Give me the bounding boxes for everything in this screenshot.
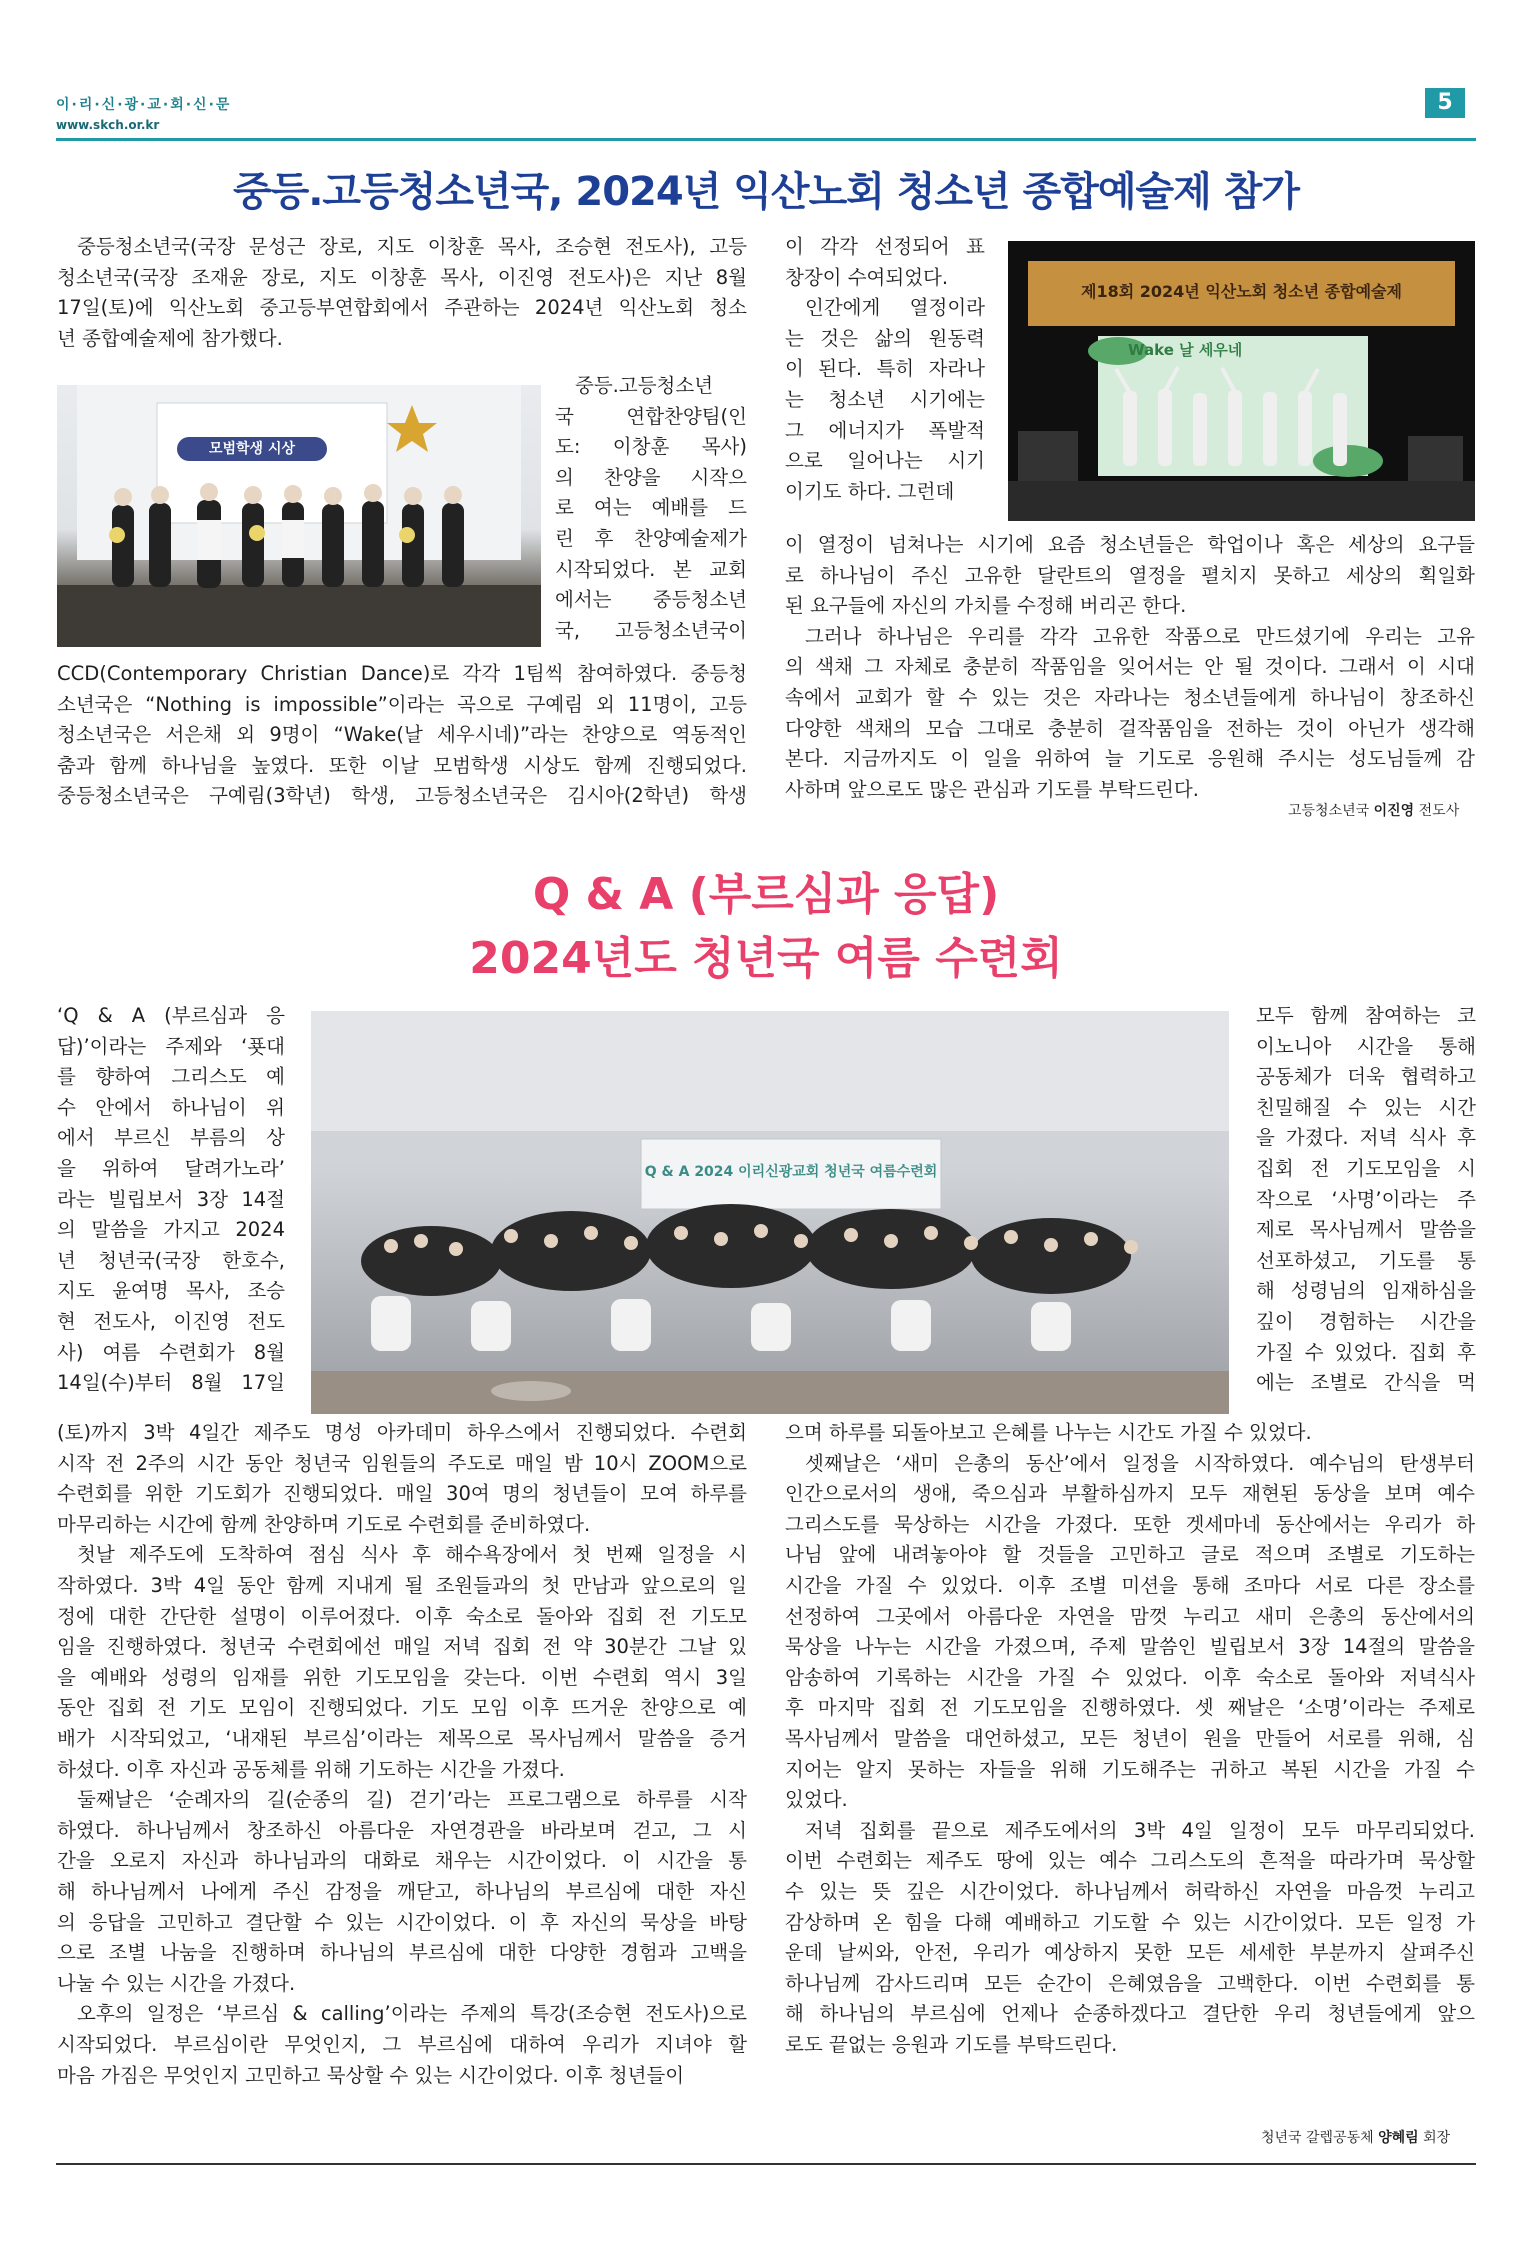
text-line: 시작되었다. 본 교회 (555, 557, 747, 581)
text-line: 국, 고등청소년국이 (555, 618, 747, 642)
article2-title-line2: 2024년도 청년국 여름 수련회 (469, 933, 1063, 984)
text-line: 된 요구들에 자신의 가치를 수정해 버리곤 한다. (785, 594, 1187, 618)
text-line: 묵상을 나누는 시간을 가졌으며, 주제 말씀인 빌립보서 3장 14절의 말씀을 (785, 1635, 1475, 1659)
text-line: 14일(수)부터 8월 17일 (57, 1371, 285, 1395)
text-line: 으며 하루를 되돌아보고 은혜를 나누는 시간도 가질 수 있었다. (785, 1421, 1312, 1444)
page-number: 5 (1425, 88, 1465, 118)
text-line: 중등청소년국은 구예림(3학년) 학생, 고등청소년국은 김시아(2학년) 학생 (57, 784, 747, 808)
text-line: 현 전도사, 이진영 전도 (57, 1310, 285, 1333)
text-line: 후 마지막 집회 전 기도모임을 진행하였다. 셋 째날은 ‘소명’이라는 주제로 (785, 1696, 1475, 1720)
text-line: 셋째날은 ‘새미 은총의 동산’에서 일정을 시작하였다. 예수님의 탄생부터 (805, 1451, 1475, 1475)
text-line: 수련회를 위한 기도회가 진행되었다. 매일 30여 명의 청년들이 모여 하루를 (57, 1482, 747, 1506)
byline-name: 양혜림 (1378, 2130, 1419, 2146)
text-line: 수 안에서 하나님이 위 (57, 1095, 285, 1119)
text-line: 이기도 하다. 그런데 (785, 479, 955, 503)
footer-divider (56, 2163, 1476, 2165)
text-line: 동안 집회 전 기도 모임이 진행되었다. 기도 모임 이후 뜨거운 찬양으로 예 (57, 1696, 747, 1720)
text-line: 로도 끝없는 응원과 기도를 부탁드린다. (785, 2033, 1118, 2056)
text-line: 로 여는 예배를 드 (555, 496, 747, 520)
text-line: 오후의 일정은 ‘부르심 & calling’이라는 주제의 특강(조승현 전도사)으로 (77, 2002, 747, 2026)
text-line: 년 청년국(국장 한호수, (57, 1248, 285, 1272)
festival-banner-text: 제18회 2024년 익산노회 청소년 종합예술제 (1081, 282, 1402, 301)
text-line: 마무리하는 시간에 함께 찬양하며 기도로 수련회를 준비하였다. (57, 1512, 591, 1536)
text-line: 수 있는 뜻 깊은 시간이었다. 하나님께서 허락하신 자연을 마음껏 누리고 (785, 1880, 1475, 1903)
text-line: 공동체가 더욱 협력하고 (1256, 1065, 1476, 1089)
award-ceremony-illustration (57, 385, 541, 647)
dance-performance-photo (1008, 241, 1475, 521)
newspaper-url[interactable]: www.skch.or.kr (56, 118, 160, 132)
text-line: 으로 일어나는 시기 (785, 449, 985, 473)
text-line: 라는 빌립보서 3장 14절 (57, 1187, 285, 1211)
text-line: 춤과 함께 하나님을 높였다. 또한 이날 모범학생 시상도 함께 진행되었다. (57, 753, 747, 777)
text-line: 인간으로서의 생애, 죽으심과 부활하심까지 모두 재현된 동상을 보며 예수 (785, 1482, 1475, 1506)
text-line: 사) 여름 수련회가 8월 (57, 1340, 285, 1364)
text-line: 그러나 하나님은 우리를 각각 고유한 작품으로 만드셨기에 우리는 고유 (805, 624, 1475, 648)
text-line: 나님 앞에 내려놓아야 할 것들을 고민하고 글로 적으며 조별로 기도하는 (785, 1543, 1475, 1567)
text-line: 에서는 중등청소년 (555, 588, 747, 612)
text-line: 집회 전 기도모임을 시 (1256, 1157, 1476, 1180)
text-line: 암송하여 기록하는 시간을 가질 수 있었다. 이후 숙소로 돌아와 저녁식사 (785, 1665, 1475, 1689)
text-line: 작하였다. 3박 4일 동안 함께 지내게 될 조원들과의 첫 만남과 앞으로의 일 (57, 1574, 747, 1597)
text-line: 는 청소년 시기에는 (785, 388, 985, 411)
text-line: (토)까지 3박 4일간 제주도 명성 아카데미 하우스에서 진행되었다. 수련회 (57, 1421, 747, 1444)
text-line: 친밀해질 수 있는 시간 (1256, 1095, 1476, 1119)
text-line: 모두 함께 참여하는 코 (1256, 1004, 1476, 1027)
text-line: 첫날 제주도에 도착하여 점심 식사 후 해수욕장에서 첫 번째 일정을 시 (77, 1543, 747, 1567)
text-line: 하나님께 감사드리며 모든 순간이 은혜였음을 고백한다. 이번 수련회를 통 (785, 1971, 1475, 1995)
text-line: 둘째날은 ‘순례자의 길(순종의 길) 걷기’라는 프로그램으로 하루를 시작 (77, 1788, 747, 1812)
text-line: 시작 전 2주의 시간 동안 청년국 임원들의 주도로 매일 밤 10시 ZOOM으로 (57, 1451, 747, 1475)
text-line: 이번 수련회는 제주도 땅에 있는 예수 그리스도의 흔적을 따라가며 묵상할 (785, 1849, 1475, 1873)
text-line: 을 예배와 성령의 임재를 위한 기도모임을 갖는다. 이번 수련회 역시 3일 (57, 1665, 747, 1689)
award-ceremony-photo (57, 385, 541, 647)
text-line: 간을 오로지 자신과 하나님과의 대화로 채우는 시간이었다. 이 시간을 통 (57, 1849, 747, 1873)
text-line: 년 종합예술제에 참가했다. (57, 326, 283, 350)
text-line: 작으로 ‘사명’이라는 주 (1256, 1187, 1476, 1211)
text-line: 청소년국(국장 조재윤 장로, 지도 이창훈 목사, 이진영 전도사)은 지난 8월 (57, 265, 747, 289)
text-line: 본다. 지금까지도 이 일을 위하여 늘 기도로 응원해 주시는 성도님들께 감 (785, 747, 1475, 771)
text-line: 배가 시작되었고, ‘내재된 부르심’이라는 제목으로 목사님께서 말씀을 증거 (57, 1727, 747, 1750)
text-line: 인간에게 열정이라 (805, 296, 985, 320)
byline-dept: 청년국 갈렙공동체 (1261, 2130, 1374, 2146)
text-line: 깊이 경험하는 시간을 (1256, 1310, 1476, 1333)
text-line: 속에서 교회가 할 수 있는 것은 자라나는 청소년들에게 하나님이 창조하신 (785, 686, 1475, 709)
text-line: 답)’이라는 주제와 ‘푯대 (57, 1034, 285, 1058)
text-line: 으로 조별 나눔을 진행하며 하나님의 부르심에 대한 다양한 경험과 고백을 (57, 1941, 747, 1965)
text-line: 국 연합찬양팀(인 (555, 404, 747, 428)
text-line: 창장이 수여되었다. (785, 265, 949, 289)
text-line: 이 각각 선정되어 표 (785, 235, 985, 258)
text-line: 을 위하여 달려가노라’ (57, 1157, 285, 1180)
text-line: 의 찬양을 시작으 (555, 465, 747, 489)
retreat-group-illustration (311, 1011, 1229, 1414)
text-line: 의 색채 그 자체로 충분히 작품임을 잊어서는 안 될 것이다. 그래서 이 시대 (785, 655, 1475, 679)
text-line: 소년국은 “Nothing is impossible”이라는 곡으로 구예림 외 11명이, 고등 (57, 692, 747, 716)
text-line: 목사님께서 말씀을 대언하셨고, 모든 청년이 원을 만들어 서로를 위해, 심 (785, 1727, 1475, 1750)
text-line: 중등.고등청소년 (575, 374, 714, 397)
text-line: 이 된다. 특히 자라나 (785, 357, 985, 381)
text-line: 린 후 찬양예술제가 (555, 527, 747, 550)
text-line: 지어는 알지 못하는 자들을 위해 기도해주는 귀하고 복된 시간을 가질 수 (785, 1757, 1475, 1781)
text-line: 다양한 색채의 모습 그대로 충분히 걸작품임을 전하는 것이 아닌가 생각해 (785, 716, 1475, 740)
text-line: 시작되었다. 부르심이란 무엇인지, 그 부르심에 대하여 우리가 지녀야 할 (57, 2033, 747, 2056)
text-line: 이 열정이 넘쳐나는 시기에 요즘 청소년들은 학업이나 혹은 세상의 요구들 (785, 533, 1475, 556)
text-line: CCD(Contemporary Christian Dance)로 각각 1팀씩 참여하였다. 중등청 (57, 662, 747, 685)
text-line: 의 말씀을 가지고 2024 (57, 1218, 285, 1242)
text-line: 해 성령님의 임재하심을 (1256, 1279, 1476, 1303)
text-line: 마음 가짐은 무엇인지 고민하고 묵상할 수 있는 시간이었다. 이후 청년들이 (57, 2063, 685, 2087)
byline-title: 전도사 (1418, 803, 1460, 819)
text-line: 저녁 집회를 끝으로 제주도에서의 3박 4일 일정이 모두 마무리되었다. (805, 1818, 1475, 1842)
text-line: 선포하셨고, 기도를 통 (1256, 1248, 1476, 1272)
text-line: 그리스도를 묵상하는 시간을 가졌다. 또한 겟세마네 동산에서는 우리가 하 (785, 1512, 1475, 1536)
byline-name: 이진영 (1373, 803, 1415, 819)
article2-title-line1: Q & A (부르심과 응답) (532, 869, 1000, 920)
text-line: 중등청소년국(국장 문성근 장로, 지도 이창훈 목사, 조승현 전도사), 고등 (77, 235, 747, 258)
text-line: 에서 부르신 부름의 상 (57, 1126, 285, 1150)
text-line: 이노니아 시간을 통해 (1256, 1034, 1476, 1058)
text-line: 감상하며 온 힘을 다해 예배하고 기도할 수 있는 시간이었다. 모든 일정 가 (785, 1910, 1475, 1934)
text-line: 해 하나님의 부르심에 언제나 순종하겠다고 결단한 우리 청년들에게 앞으 (785, 2002, 1475, 2026)
award-banner-text: 모범학생 시상 (208, 441, 296, 457)
text-line: 제로 목사님께서 말씀을 (1256, 1218, 1476, 1242)
text-line: 그 에너지가 폭발적 (785, 418, 985, 442)
text-line: 로 하나님이 주신 고유한 달란트의 열정을 펼치지 못하고 세상의 획일화 (785, 563, 1475, 587)
retreat-banner-text: Q & A 2024 이리신광교회 청년국 여름수련회 (644, 1164, 938, 1180)
text-line: 해 하나님께서 나에게 주신 감정을 깨닫고, 하나님의 부르심에 대한 자신 (57, 1880, 747, 1903)
byline-dept: 고등청소년국 (1288, 803, 1370, 819)
newspaper-name: 이·리·신·광·교·회·신·문 (56, 97, 232, 113)
text-line: 도: 이창훈 목사) (555, 435, 747, 459)
article1-byline (1288, 800, 1459, 820)
text-line: 에는 조별로 간식을 먹 (1256, 1371, 1476, 1395)
text-line: 청소년국은 서은채 외 9명이 “Wake(날 세우시네)”라는 찬양으로 역동적인 (57, 723, 747, 747)
text-line: 있었다. (785, 1788, 848, 1812)
article1-title: 중등.고등청소년국, 2024년 익산노회 청소년 종합예술제 참가 (232, 169, 1300, 215)
text-line: 선정하여 그곳에서 아름다운 자연을 맘껏 누리고 새미 은총의 동산에서의 (785, 1604, 1475, 1628)
byline-title: 회장 (1423, 2130, 1451, 2146)
text-line: 시간을 가질 수 있었다. 이후 조별 미션을 통해 조마다 서로 다른 장소를 (785, 1574, 1475, 1597)
retreat-group-photo (311, 1011, 1229, 1414)
text-line: 하셨다. 이후 자신과 공동체를 위해 기도하는 시간을 가졌다. (57, 1757, 565, 1781)
article2-byline (1261, 2127, 1450, 2147)
text-line: 임을 진행하였다. 청년국 수련회에선 매일 저녁 집회 전 약 30분간 그날 있 (57, 1635, 747, 1659)
header-divider (56, 138, 1476, 141)
text-line: 지도 윤여명 목사, 조승 (57, 1279, 285, 1303)
text-line: 을 가졌다. 저녁 식사 후 (1256, 1126, 1476, 1150)
text-line: 17일(토)에 익산노회 중고등부연합회에서 주관하는 2024년 익산노회 청소 (57, 296, 747, 320)
text-line: 정에 대한 간단한 설명이 이루어졌다. 이후 숙소로 돌아와 집회 전 기도모 (57, 1604, 747, 1628)
text-line: ‘Q & A (부르심과 응 (57, 1004, 285, 1027)
text-line: 하였다. 하나님께서 창조하신 아름다운 자연경관을 바라보며 걷고, 그 시 (57, 1818, 747, 1842)
stage-screen-text: Wake 날 세우네 (1128, 341, 1243, 359)
text-line: 나눌 수 있는 시간을 가졌다. (57, 1971, 296, 1995)
text-line: 는 것은 삶의 원동력 (785, 326, 985, 350)
text-line: 운데 날씨와, 안전, 우리가 예상하지 못한 모든 세세한 부분까지 살펴주신 (785, 1941, 1475, 1965)
text-line: 사하며 앞으로도 많은 관심과 기도를 부탁드린다. (785, 777, 1199, 801)
text-line: 가질 수 있었다. 집회 후 (1256, 1340, 1476, 1364)
text-line: 의 응답을 고민하고 결단할 수 있는 시간이었다. 이 후 자신의 묵상을 바탕 (57, 1910, 747, 1934)
text-line: 를 향하여 그리스도 예 (57, 1065, 285, 1089)
